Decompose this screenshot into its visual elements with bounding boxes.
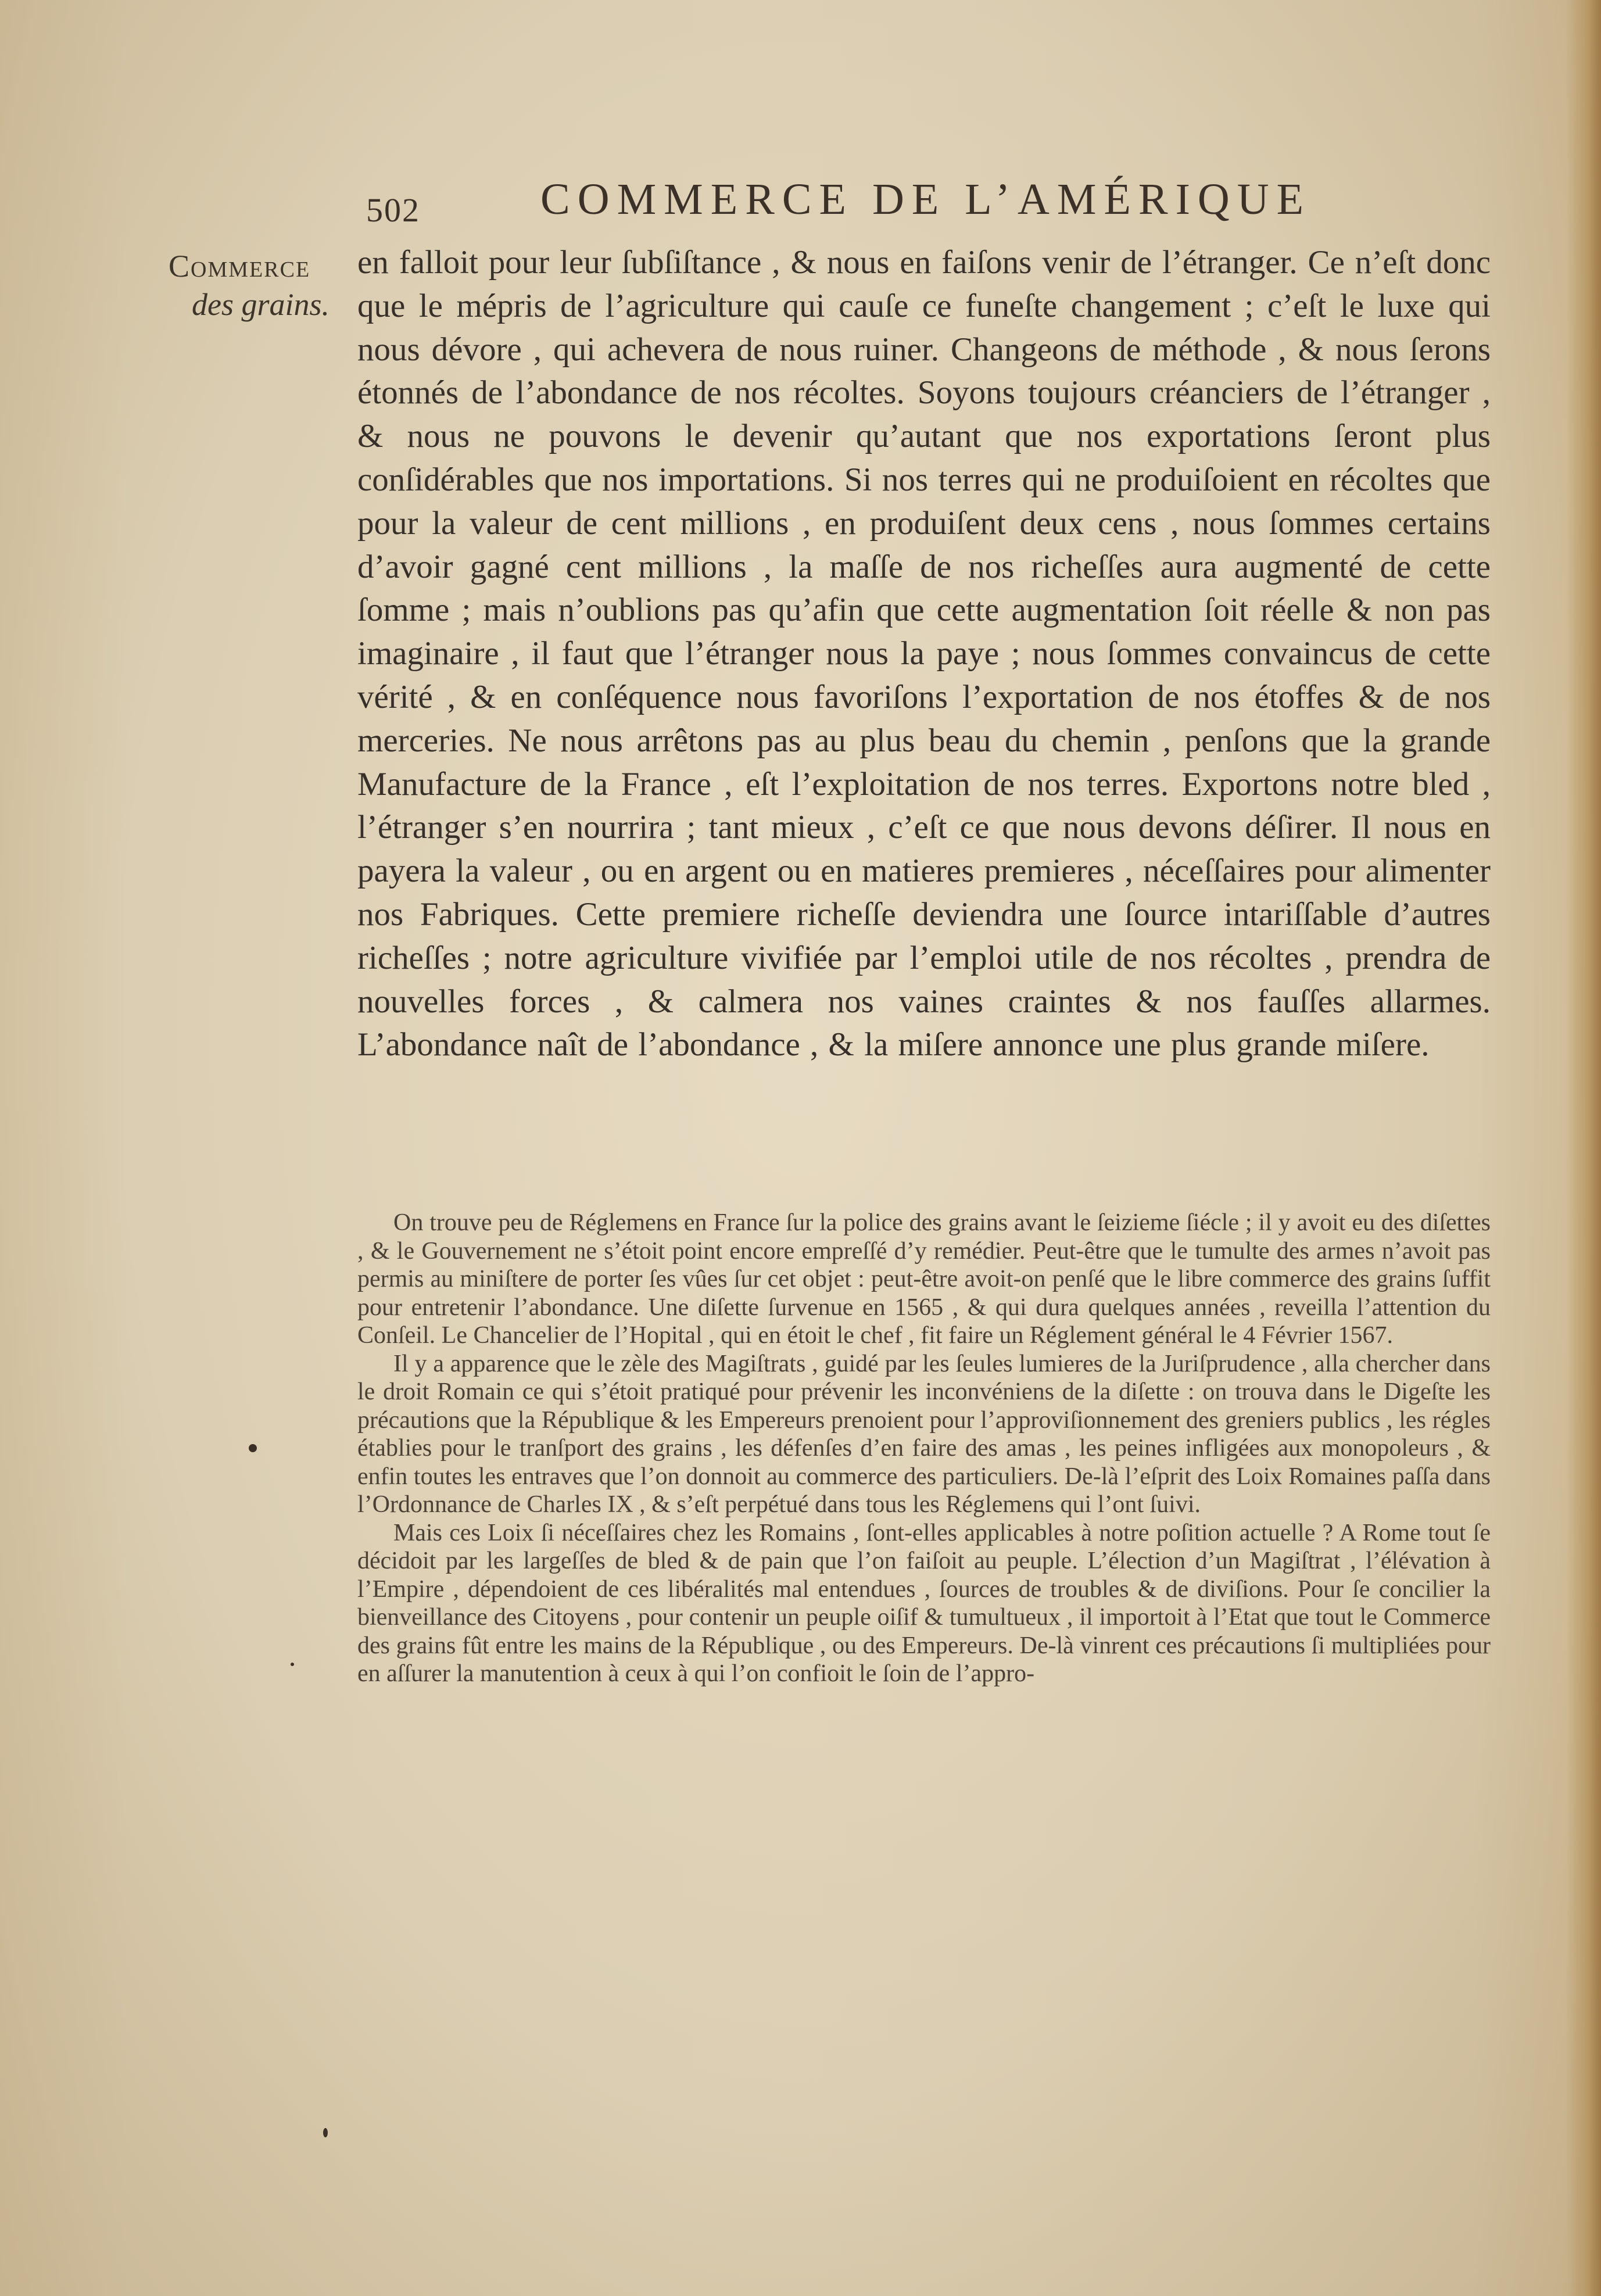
ink-speck: [249, 1444, 257, 1452]
footnote-paragraph-2: Il y a apparence que le zèle des Magiſtrats , guidé par les ſeules lumieres de la Juriſprudence , alla chercher dans le droit Romain ce qui s’étoit pratiqué pour prévenir les inconvéniens de la diſette : on trouva dans le Digeſte les précautions que la République & les Empereurs prenoient pour l’approviſionnement des greniers publics , les régles établies pour le tranſport des grains , les défenſes d’en faire des amas , les peines infligées aux monopoleurs , & enfin toutes les entraves que l’on donnoit au commerce des particuliers. De-là l’eſprit des Loix Romaines paſſa dans l’Ordonnance de Charles IX , & s’eſt perpétué dans tous les Réglemens qui l’ont ſuivi.: [357, 1350, 1491, 1518]
footnotes-block: [357, 1209, 1491, 1688]
page-edge-shadow: [1566, 0, 1601, 2296]
ink-speck: [323, 2128, 328, 2137]
margin-note: [169, 247, 360, 324]
main-text-block: en falloit pour leur ſubſiſtance , & nous en faiſons venir de l’étranger. Ce n’eſt donc que le mépris de l’agriculture qui cauſe ce funeſte changement ; c’eſt le luxe qui nous dévore , qui achevera de nous ruiner. Changeons de méthode , & nous ſerons étonnés de l’abondance de nos récoltes. Soyons toujours créanciers de l’étranger , & nous ne pouvons le devenir qu’autant que nos exportations ſeront plus conſidérables que nos importations. Si nos terres qui ne produiſoient en récoltes que pour la valeur de cent millions , en produiſent deux cens , nous ſommes certains d’avoir gagné cent millions , la maſſe de nos richeſſes aura augmenté de cette ſomme ; mais n’oublions pas qu’afin que cette augmentation ſoit réelle & non pas imaginaire , il faut que l’étranger nous la paye ; nous ſommes convaincus de cette vérité , & en conſéquence nous favoriſons l’exportation de nos étoffes & de nos merceries. Ne nous arrêtons pas au plus beau du chemin , penſons que la grande Manufacture de la France , eſt l’exploitation de nos terres. Exportons notre bled , l’étranger s’en nourrira ; tant mieux , c’eſt ce que nous devons déſirer. Il nous en payera la valeur , ou en argent ou en matieres premieres , néceſſaires pour alimenter nos Fabriques. Cette premiere richeſſe deviendra une ſource intariſſable d’autres richeſſes ; notre agriculture vivifiée par l’emploi utile de nos récoltes , prendra de nouvelles forces , & calmera nos vaines craintes & nos fauſſes allarmes. L’abondance naît de l’abondance , & la miſere annonce une plus grande miſere.: [357, 244, 1491, 1063]
running-title: COMMERCE DE L’AMÉRIQUE: [540, 175, 1312, 224]
ink-speck: [291, 1663, 294, 1666]
footnote-paragraph-3: Mais ces Loix ſi néceſſaires chez les Romains , ſont-elles applicables à notre poſition actuelle ? A Rome tout ſe décidoit par les largeſſes de bled & de pain que l’on faiſoit au peuple. L’élection d’un Magiſtrat , l’élévation à l’Empire , dépendoient de ces libéralités mal entendues , ſources de troubles & de diviſions. Pour ſe concilier la bienveillance des Citoyens , pour contenir un peuple oiſif & tumultueux , il importoit à l’Etat que tout le Commerce des grains fût entre les mains de la République , ou des Empereurs. De-là vinrent ces précautions ſi multipliées pour en aſſurer la manutention à ceux à qui l’on confioit le ſoin de l’appro-: [357, 1519, 1491, 1687]
page-number: 502: [366, 191, 420, 229]
margin-note-line-2: des grains.: [192, 287, 330, 322]
footnote-paragraph-1: On trouve peu de Réglemens en France ſur la police des grains avant le ſeizieme ſiécle ; il y avoit eu des diſettes , & le Gouvernement ne s’étoit point encore empreſſé d’y remédier. Peut-être que le tumulte des armes n’avoit pas permis au miniſtere de porter ſes vûes ſur cet objet : peut-être avoit-on penſé que le libre commerce des grains ſuffit pour entretenir l’abondance. Une diſette ſurvenue en 1565 , & qui dura quelques années , reveilla l’attention du Conſeil. Le Chancelier de l’Hopital , qui en étoit le chef , fit faire un Réglement général le 4 Février 1567.: [357, 1209, 1491, 1349]
page-header: [366, 174, 1354, 238]
margin-note-line-1: Commerce: [169, 249, 311, 284]
